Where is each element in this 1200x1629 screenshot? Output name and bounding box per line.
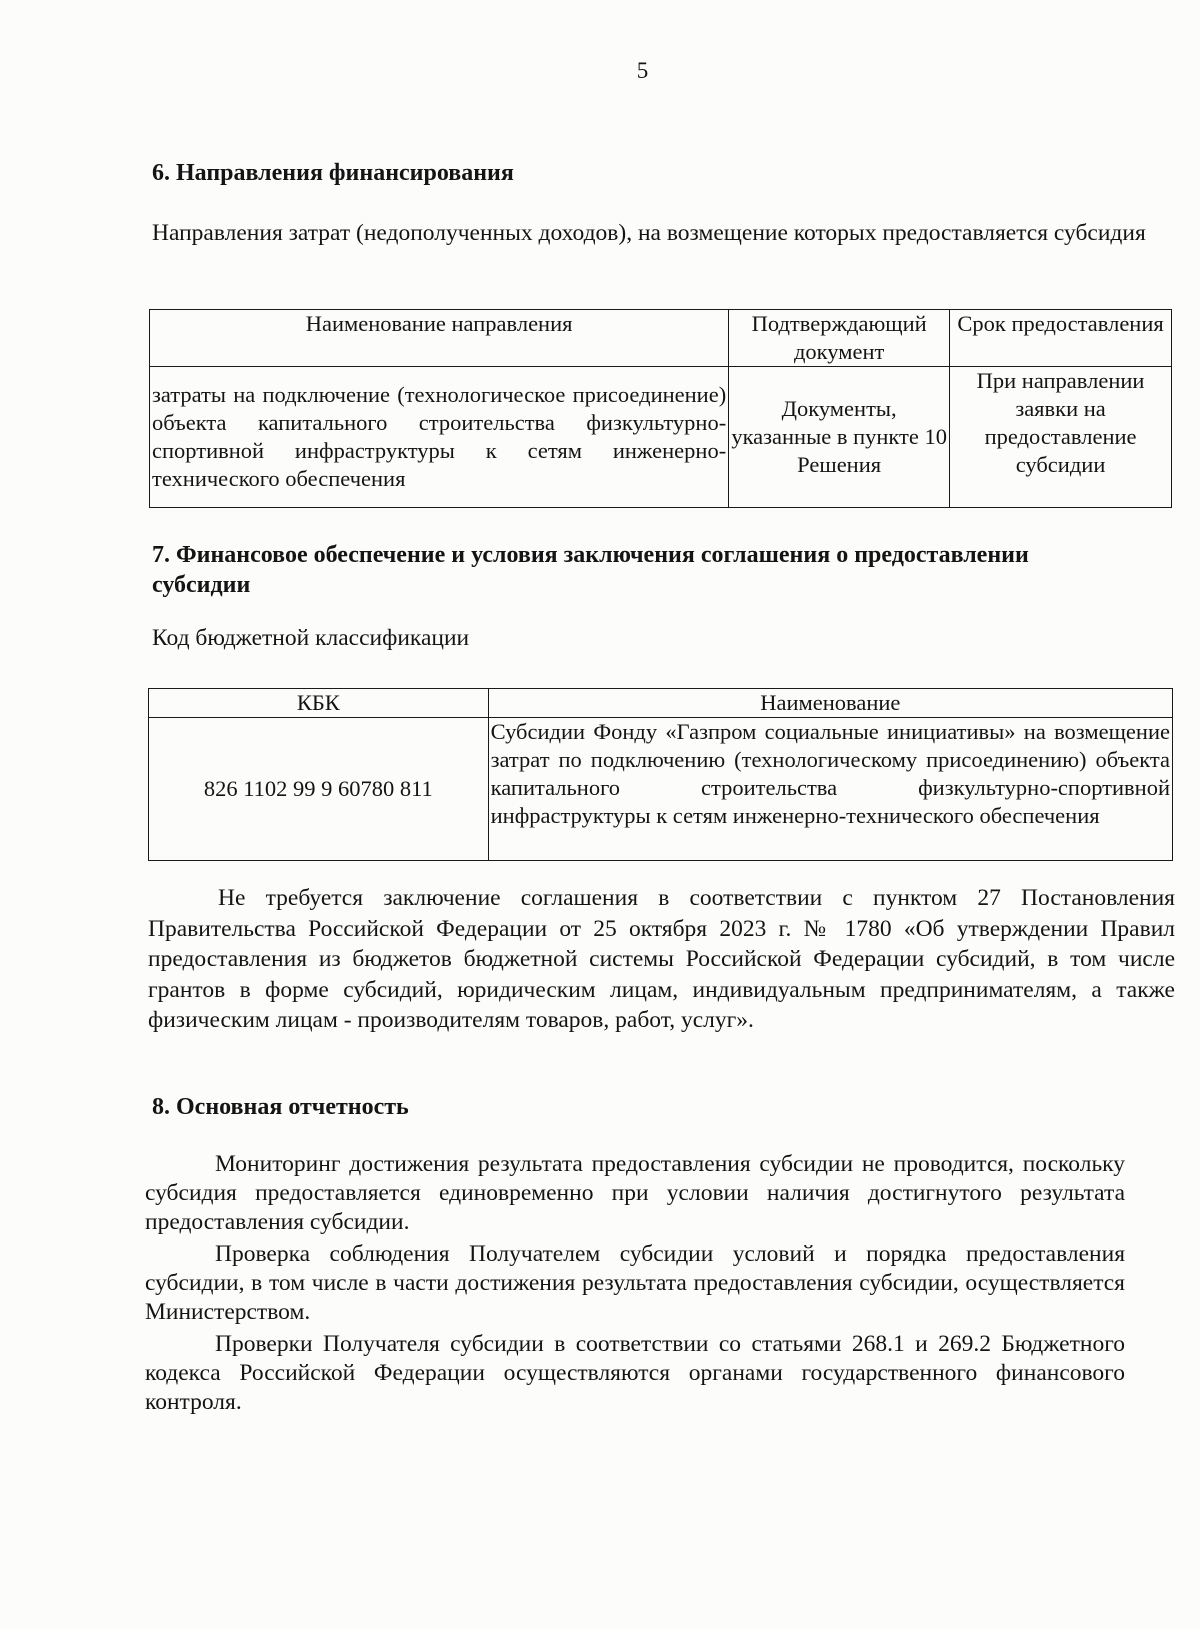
table-row (149, 718, 1173, 861)
section-8-heading: 8. Основная отчетность (152, 1094, 409, 1120)
compliance-check-paragraph: Проверка соблюдения Получателем субсидии условий и порядка предоставления субсидии, в том числе в части достижения результата предоставления субсидии, осуществляется Министерством. (145, 1241, 1125, 1325)
kbk-code-cell: 826 1102 99 9 60780 811 (149, 718, 489, 861)
section-6-heading: 6. Направления финансирования (152, 160, 514, 186)
table-header-row (149, 689, 1173, 718)
budget-classification-table (148, 688, 1173, 861)
header-kbk: КБК (149, 689, 489, 718)
term-cell: При направлении заявки на предоставление субсидии (950, 367, 1172, 508)
document-cell: Документы, указанные в пункте 10 Решения (729, 367, 950, 508)
agreement-paragraph: Не требуется заключение соглашения в соответствии с пунктом 27 Постановления Правительства Российской Федерации от 25 октября 2023 г. № 1780 «Об утверждении Правил предоставления из бюджетов бюджетной системы Российской Федерации субсидий, в том числе грантов в форме субсидий, юридическим лицам, индивидуальным предпринимателям, а также физическим лицам - производителям товаров, работ, услуг». (148, 885, 1175, 1033)
header-direction-name: Наименование направления (150, 310, 729, 367)
table-row (150, 367, 1172, 508)
section-6-intro: Направления затрат (недополученных доходов), на возмещение которых предоставляется субсидия (152, 220, 1146, 246)
header-provision-term: Срок предоставления (950, 310, 1172, 367)
kbk-label: Код бюджетной классификации (152, 625, 470, 651)
monitoring-paragraph: Мониторинг достижения результата предоставления субсидии не проводится, поскольку субсидия предоставляется единовременно при условии наличия достигнутого результата предоставления субсидии. (145, 1151, 1125, 1235)
table-header-row (150, 310, 1172, 367)
page-number: 5 (636, 58, 649, 83)
kbk-name-cell: Субсидии Фонду «Газпром социальные инициативы» на возмещение затрат по подключению (технологическому присоединению) объекта капитального строительства физкультурно-спортивной инфраструктуры к сетям инженерно-технического обеспечения (488, 718, 1172, 861)
header-name: Наименование (488, 689, 1172, 718)
direction-cell: затраты на подключение (технологическое присоединение) объекта капитального строительства физкультурно-спортивной инфраструктуры к сетям инженерно-технического обеспечения (150, 367, 729, 508)
financing-directions-table (149, 309, 1172, 508)
header-confirming-document: Подтверждающий документ (729, 310, 950, 367)
financial-control-paragraph: Проверки Получателя субсидии в соответствии со статьями 268.1 и 269.2 Бюджетного кодекса Российской Федерации осуществляются органами государственного финансового контроля. (145, 1331, 1125, 1415)
section-7-heading: 7. Финансовое обеспечение и условия заключения соглашения о предоставлении субсидии (152, 542, 1029, 598)
